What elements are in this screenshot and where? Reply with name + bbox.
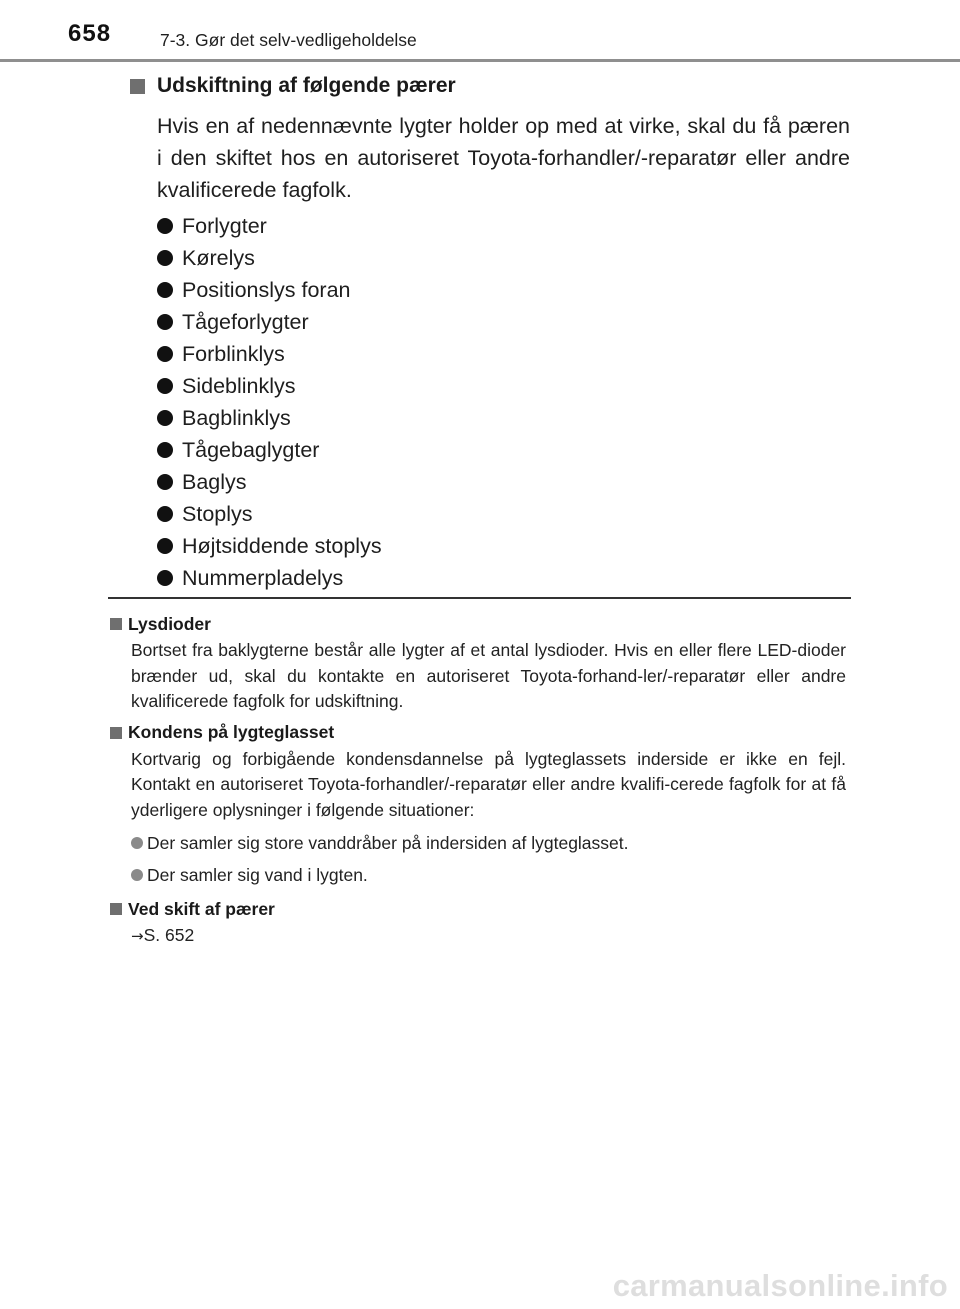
note-kondens bbox=[110, 720, 846, 892]
bullet-dot-icon bbox=[157, 538, 173, 554]
page-reference-text: S. 652 bbox=[143, 925, 195, 945]
list-item bbox=[157, 434, 850, 466]
section-heading bbox=[130, 70, 850, 102]
note-body: Bortset fra baklygterne består alle lygter af et antal lysdioder. Hvis en eller flere LED-dioder brænder ud, skal du kontakte en autoriseret Toyota-forhand-ler/-reparatør eller andre kvalificerede fagfolk for udskiftning. bbox=[131, 640, 846, 711]
list-item bbox=[157, 338, 850, 370]
note-heading-text: Kondens på lygteglasset bbox=[128, 722, 335, 742]
list-item-text: Kørelys bbox=[182, 245, 255, 270]
square-bullet-icon bbox=[110, 903, 122, 915]
note-heading-text: Ved skift af pærer bbox=[128, 898, 275, 919]
list-item bbox=[157, 370, 850, 402]
square-bullet-icon bbox=[110, 618, 122, 630]
watermark: carmanualsonline.info bbox=[612, 1268, 948, 1303]
bullet-dot-icon bbox=[157, 346, 173, 362]
list-item-text: Tågebaglygter bbox=[182, 437, 320, 462]
chapter-title: 7-3. Gør det selv-vedligeholdelse bbox=[160, 30, 417, 50]
bulb-list bbox=[157, 210, 850, 594]
list-item bbox=[157, 562, 850, 594]
bullet-dot-icon bbox=[157, 474, 173, 490]
bullet-dot-icon bbox=[157, 250, 173, 266]
bullet-dot-icon bbox=[157, 570, 173, 586]
arrow-right-icon: → bbox=[131, 927, 144, 945]
list-item-text: Bagblinklys bbox=[182, 405, 291, 430]
bullet-dot-icon bbox=[131, 869, 143, 881]
bullet-dot-icon bbox=[157, 442, 173, 458]
list-item-text: Forblinklys bbox=[182, 341, 285, 366]
note-heading-text: Lysdioder bbox=[128, 613, 211, 634]
bulb-replacement-section bbox=[130, 70, 850, 594]
bullet-dot-icon bbox=[157, 378, 173, 394]
list-item-text: Der samler sig store vanddråber på indersiden af lygteglasset. bbox=[147, 832, 629, 853]
notes-section bbox=[110, 611, 846, 954]
note-heading bbox=[110, 611, 846, 637]
list-item-text: Stoplys bbox=[182, 501, 253, 526]
section-heading-text: Udskiftning af følgende pærer bbox=[157, 74, 456, 97]
note-heading bbox=[110, 720, 846, 746]
list-item bbox=[157, 274, 850, 306]
list-item-text: Forlygter bbox=[182, 213, 267, 238]
square-bullet-icon bbox=[130, 79, 145, 94]
list-item-text: Nummerpladelys bbox=[182, 565, 344, 590]
bullet-dot-icon bbox=[131, 837, 143, 849]
list-item-text: Baglys bbox=[182, 469, 247, 494]
situation-list bbox=[131, 827, 846, 891]
header-divider bbox=[0, 59, 960, 62]
page-number: 658 bbox=[68, 20, 112, 47]
list-item-text: Tågeforlygter bbox=[182, 309, 309, 334]
square-bullet-icon bbox=[110, 727, 122, 739]
bullet-dot-icon bbox=[157, 218, 173, 234]
list-item bbox=[157, 530, 850, 562]
section-intro: Hvis en af nedennævnte lygter holder op med at virke, skal du få pæren i den skiftet hos en autoriseret Toyota-forhandler/-reparatør eller andre kvalificerede fagfolk. bbox=[157, 114, 850, 202]
bullet-dot-icon bbox=[157, 506, 173, 522]
list-item-text: Positionslys foran bbox=[182, 277, 351, 302]
page-reference[interactable] bbox=[131, 922, 846, 949]
list-item bbox=[157, 498, 850, 530]
note-skift bbox=[110, 896, 846, 949]
note-heading bbox=[110, 896, 846, 922]
list-item bbox=[131, 859, 846, 891]
list-item-text: Sideblinklys bbox=[182, 373, 296, 398]
bullet-dot-icon bbox=[157, 314, 173, 330]
note-body: Kortvarig og forbigående kondensdannelse på lygteglassets inderside er ikke en fejl. Kontakt en autoriseret Toyota-forhandler/-reparatør eller andre kvalifi-cerede fagfolk for at få yderligere oplysninger i følgende situationer: bbox=[131, 748, 846, 820]
bullet-dot-icon bbox=[157, 410, 173, 426]
list-item bbox=[157, 210, 850, 242]
list-item bbox=[157, 242, 850, 274]
section-divider bbox=[108, 597, 851, 599]
list-item bbox=[157, 402, 850, 434]
list-item bbox=[157, 466, 850, 498]
list-item bbox=[157, 306, 850, 338]
note-lysdioder bbox=[110, 611, 846, 715]
list-item bbox=[131, 827, 846, 859]
bullet-dot-icon bbox=[157, 282, 173, 298]
list-item-text: Der samler sig vand i lygten. bbox=[147, 864, 368, 885]
list-item-text: Højtsiddende stoplys bbox=[182, 533, 382, 558]
